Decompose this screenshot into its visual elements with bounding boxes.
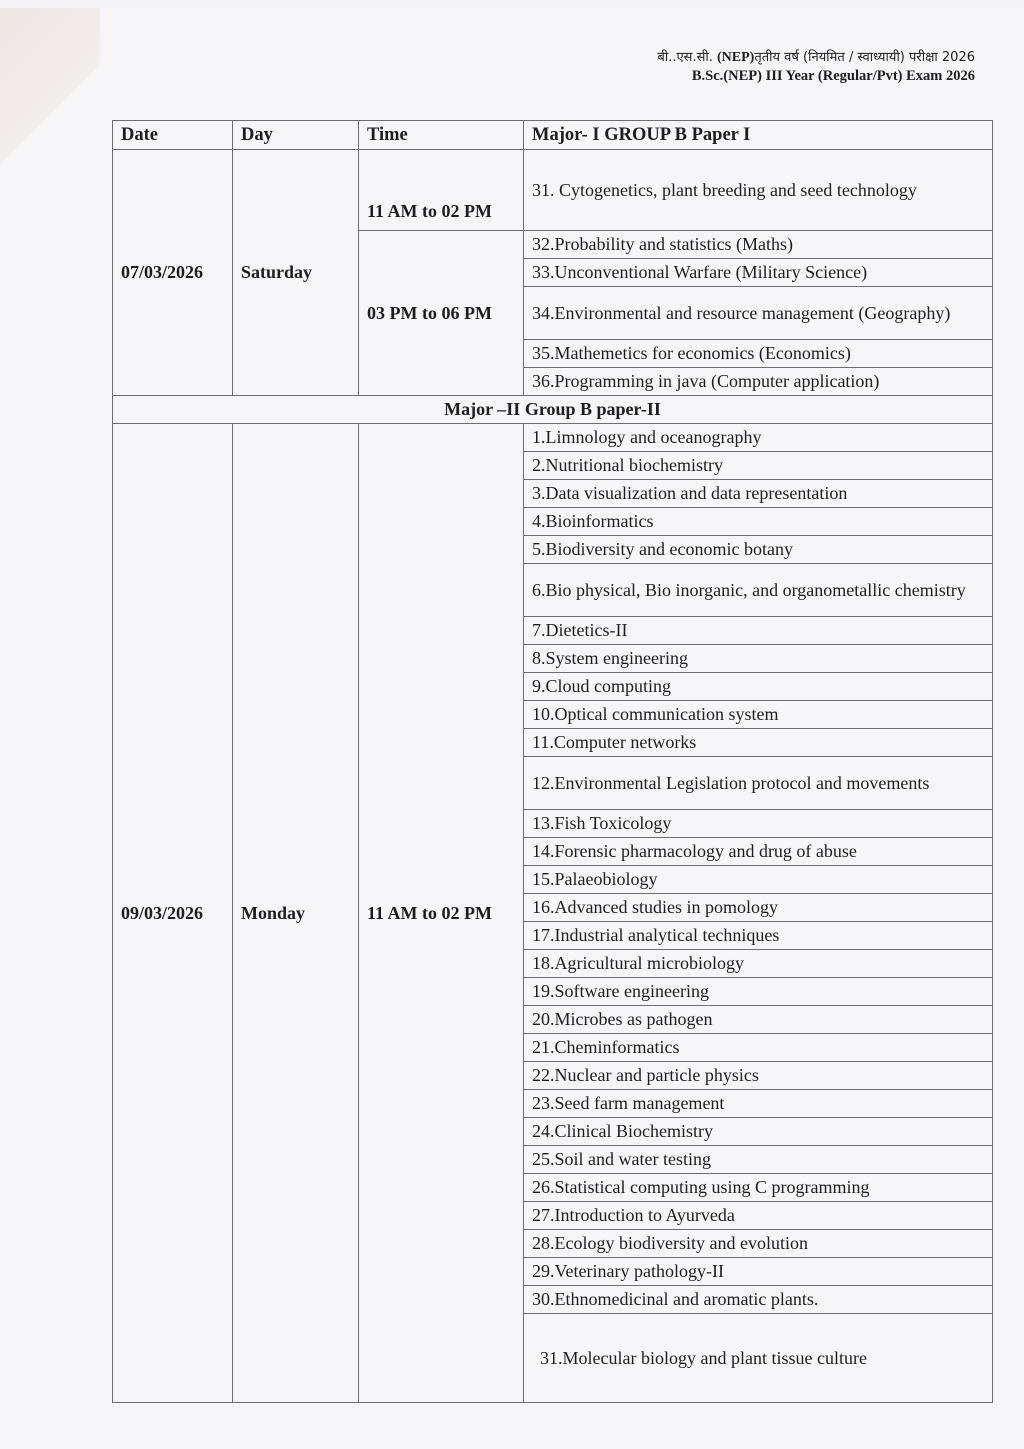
table-row (113, 150, 993, 231)
subject-cell: 24.Clinical Biochemistry (524, 1118, 993, 1146)
exam-date: 09/03/2026 (113, 424, 233, 1403)
subject-cell: 35.Mathemetics for economics (Economics) (524, 340, 993, 368)
english-title: B.Sc.(NEP) III Year (Regular/Pvt) Exam 2026 (691, 68, 975, 84)
subject-cell: 7.Dietetics-II (524, 617, 993, 645)
hindi-title (657, 48, 975, 67)
subject-cell: 2.Nutritional biochemistry (524, 452, 993, 480)
hindi-year: 2026 (941, 50, 975, 65)
subject-cell: 5.Biodiversity and economic botany (524, 536, 993, 564)
subject-cell: 22.Nuclear and particle physics (524, 1062, 993, 1090)
subject-cell: 11.Computer networks (524, 729, 993, 757)
folded-corner (0, 8, 100, 168)
subject-cell: 9.Cloud computing (524, 673, 993, 701)
exam-time: 03 PM to 06 PM (359, 231, 524, 396)
hindi-nep: (NEP) (717, 50, 755, 65)
exam-day: Monday (233, 424, 359, 1403)
subject-cell: 27.Introduction to Ayurveda (524, 1202, 993, 1230)
subject-cell: 30.Ethnomedicinal and aromatic plants. (524, 1286, 993, 1314)
subject-cell: 19.Software engineering (524, 978, 993, 1006)
column-header-paper: Major- I GROUP B Paper I (524, 121, 993, 150)
subject-cell: 25.Soil and water testing (524, 1146, 993, 1174)
column-header-day: Day (233, 121, 359, 150)
subject-cell: 6.Bio physical, Bio inorganic, and organometallic chemistry (524, 564, 993, 617)
column-header-date: Date (113, 121, 233, 150)
subject-cell: 32.Probability and statistics (Maths) (524, 231, 993, 259)
subject-cell: 8.System engineering (524, 645, 993, 673)
subject-cell: 33.Unconventional Warfare (Military Science) (524, 259, 993, 287)
subject-cell: 1.Limnology and oceanography (524, 424, 993, 452)
table-header-row (113, 121, 993, 150)
subject-cell: 10.Optical communication system (524, 701, 993, 729)
section2-body (113, 424, 993, 1403)
hindi-rest: तृतीय वर्ष (नियमित / स्वाध्यायी) परीक्षा (754, 50, 938, 65)
exam-time: 11 AM to 02 PM (359, 150, 524, 231)
subject-cell: 28.Ecology biodiversity and evolution (524, 1230, 993, 1258)
column-header-time: Time (359, 121, 524, 150)
document-header (657, 48, 975, 86)
exam-schedule-table (112, 120, 993, 1403)
subject-cell: 23.Seed farm management (524, 1090, 993, 1118)
subject-cell: 4.Bioinformatics (524, 508, 993, 536)
table-row (113, 424, 993, 452)
exam-day: Saturday (233, 150, 359, 396)
subject-cell: 36.Programming in java (Computer application) (524, 368, 993, 396)
exam-time: 11 AM to 02 PM (359, 424, 524, 1403)
subject-cell: 13.Fish Toxicology (524, 810, 993, 838)
subject-cell: 21.Cheminformatics (524, 1034, 993, 1062)
section-title-row (113, 396, 993, 424)
subject-cell: 3.Data visualization and data representation (524, 480, 993, 508)
section-title: Major –II Group B paper-II (113, 396, 993, 424)
subject-cell: 29.Veterinary pathology-II (524, 1258, 993, 1286)
exam-date: 07/03/2026 (113, 150, 233, 396)
subject-cell: 15.Palaeobiology (524, 866, 993, 894)
hindi-prefix: बी..एस.सी. (657, 50, 713, 65)
subject-cell: 18.Agricultural microbiology (524, 950, 993, 978)
subject-cell: 16.Advanced studies in pomology (524, 894, 993, 922)
scanned-page (0, 8, 1024, 1449)
subject-cell: 34.Environmental and resource management (Geography) (524, 287, 993, 340)
subject-cell: 17.Industrial analytical techniques (524, 922, 993, 950)
subject-cell: 20.Microbes as pathogen (524, 1006, 993, 1034)
subject-cell: 31.Molecular biology and plant tissue culture (524, 1314, 993, 1403)
subject-cell: 12.Environmental Legislation protocol and movements (524, 757, 993, 810)
subject-cell: 14.Forensic pharmacology and drug of abuse (524, 838, 993, 866)
subject-cell: 26.Statistical computing using C programming (524, 1174, 993, 1202)
subject-cell: 31. Cytogenetics, plant breeding and seed technology (524, 150, 993, 231)
